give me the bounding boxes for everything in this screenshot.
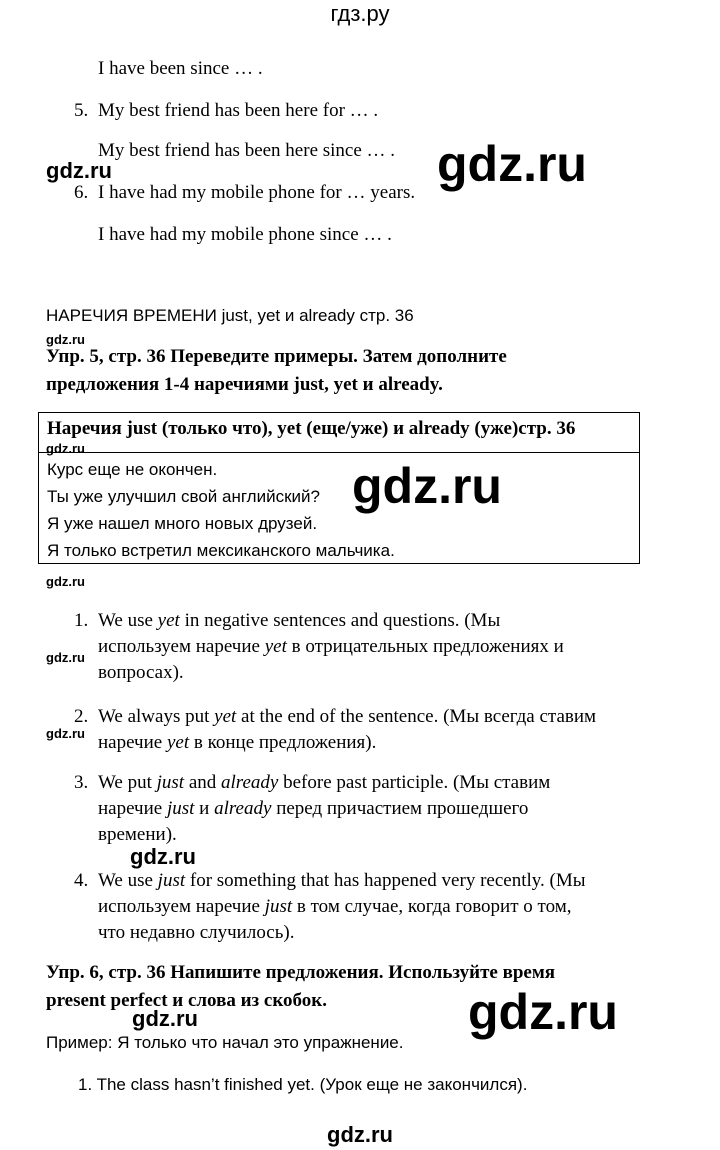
rule-emphasis: already <box>221 772 279 793</box>
watermark: gdz.ru <box>468 984 618 1040</box>
rule-2-line-2 <box>98 732 376 754</box>
rule-text: We use <box>98 610 158 631</box>
item-6-number: 6. <box>74 182 89 203</box>
watermark-footer: gdz.ru <box>327 1122 393 1147</box>
exercise-5-line-2: предложения 1-4 наречиями just, yet и already. <box>46 374 443 395</box>
rule-text: at the end of the sentence. (Мы всегда ставим <box>236 706 597 727</box>
rule-4-number: 4. <box>74 870 89 891</box>
rule-text: for something that has happened very recently. (Мы <box>185 870 586 891</box>
watermark: gdz.ru <box>46 332 85 347</box>
rule-text: в конце предложения). <box>189 732 377 753</box>
exercise-6-line-2: present perfect и слова из скобок. <box>46 990 328 1011</box>
rule-3-number: 3. <box>74 772 89 793</box>
rule-1-line-1 <box>98 610 500 632</box>
adverbs-table-header-text: Наречия just (только что), yet (еще/уже) и already (уже)стр. 36 <box>47 418 576 439</box>
rule-2-number: 2. <box>74 706 89 727</box>
rule-emphasis: just <box>264 896 293 917</box>
rule-emphasis: yet <box>157 610 180 631</box>
rule-emphasis: just <box>166 798 195 819</box>
item-5-for: My best friend has been here for … . <box>98 100 379 121</box>
rule-4-line-1 <box>98 870 586 892</box>
table-row: Я уже нашел много новых друзей. <box>47 514 318 533</box>
rule-text: before past participle. (Мы ставим <box>278 772 551 793</box>
rule-3-line-3: времени). <box>98 824 177 845</box>
watermark: gdz.ru <box>130 844 196 869</box>
item-6-for: I have had my mobile phone for … years. <box>98 182 416 203</box>
rule-text: используем наречие <box>98 896 265 917</box>
rule-2-line-1 <box>98 706 596 728</box>
rule-emphasis: yet <box>214 706 237 727</box>
rule-text: and <box>184 772 222 793</box>
item-6-since: I have had my mobile phone since … . <box>98 224 392 245</box>
rule-emphasis: yet <box>264 636 287 657</box>
rule-text: перед причастием прошедшего <box>271 798 529 819</box>
table-row: Я только встретил мексиканского мальчика. <box>47 541 395 560</box>
rule-4-line-2 <box>98 896 572 918</box>
watermark: gdz.ru <box>46 574 85 589</box>
page-header-site: гдз.ру <box>330 1 390 26</box>
rule-1-line-2 <box>98 636 564 658</box>
rule-text: We always put <box>98 706 215 727</box>
line-have-been-since: I have been since … . <box>98 58 263 79</box>
rule-text: наречие <box>98 798 167 819</box>
item-5-number: 5. <box>74 100 89 121</box>
watermark: gdz.ru <box>46 441 85 456</box>
rule-text: используем наречие <box>98 636 265 657</box>
table-row: Курс еще не окончен. <box>47 460 218 479</box>
rule-emphasis: yet <box>166 732 190 753</box>
rule-emphasis: just <box>157 870 186 891</box>
exercise-5-line-1: Упр. 5, стр. 36 Переведите примеры. Затем дополните <box>46 346 507 367</box>
rule-text: We put <box>98 772 157 793</box>
rule-1-number: 1. <box>74 610 89 631</box>
table-row: Ты уже улучшил свой английский? <box>47 487 320 506</box>
watermark: gdz.ru <box>46 650 85 665</box>
exercise-6-example: Пример: Я только что начал это упражнение. <box>46 1033 404 1052</box>
rule-text: и <box>194 798 215 819</box>
exercise-6-line-1: Упр. 6, стр. 36 Напишите предложения. Используйте время <box>46 962 556 983</box>
section-title: НАРЕЧИЯ ВРЕМЕНИ just, yet и already стр. 36 <box>46 306 414 325</box>
adverbs-table <box>38 412 640 564</box>
watermark: gdz.ru <box>46 158 112 183</box>
exercise-6-item-1: 1. The class hasn’t finished yet. (Урок еще не закончился). <box>78 1075 528 1094</box>
watermark: gdz.ru <box>352 458 502 514</box>
watermark: gdz.ru <box>46 726 85 741</box>
rule-emphasis: just <box>156 772 185 793</box>
rule-text: in negative sentences and questions. (Мы <box>179 610 501 631</box>
rule-text: в отрицательных предложениях и <box>286 636 564 657</box>
rule-3-line-2 <box>98 798 528 820</box>
rule-3-line-1 <box>98 772 550 794</box>
watermark: gdz.ru <box>132 1006 198 1031</box>
rule-emphasis: already <box>214 798 272 819</box>
watermark: gdz.ru <box>437 136 587 192</box>
rule-4-line-3: что недавно случилось). <box>98 922 295 943</box>
adverbs-table-header <box>39 413 639 453</box>
rule-text: наречие <box>98 732 167 753</box>
rule-text: в том случае, когда говорит о том, <box>292 896 572 917</box>
rule-text: We use <box>98 870 158 891</box>
item-5-since: My best friend has been here since … . <box>98 140 396 161</box>
rule-1-line-3: вопросах). <box>98 662 184 683</box>
